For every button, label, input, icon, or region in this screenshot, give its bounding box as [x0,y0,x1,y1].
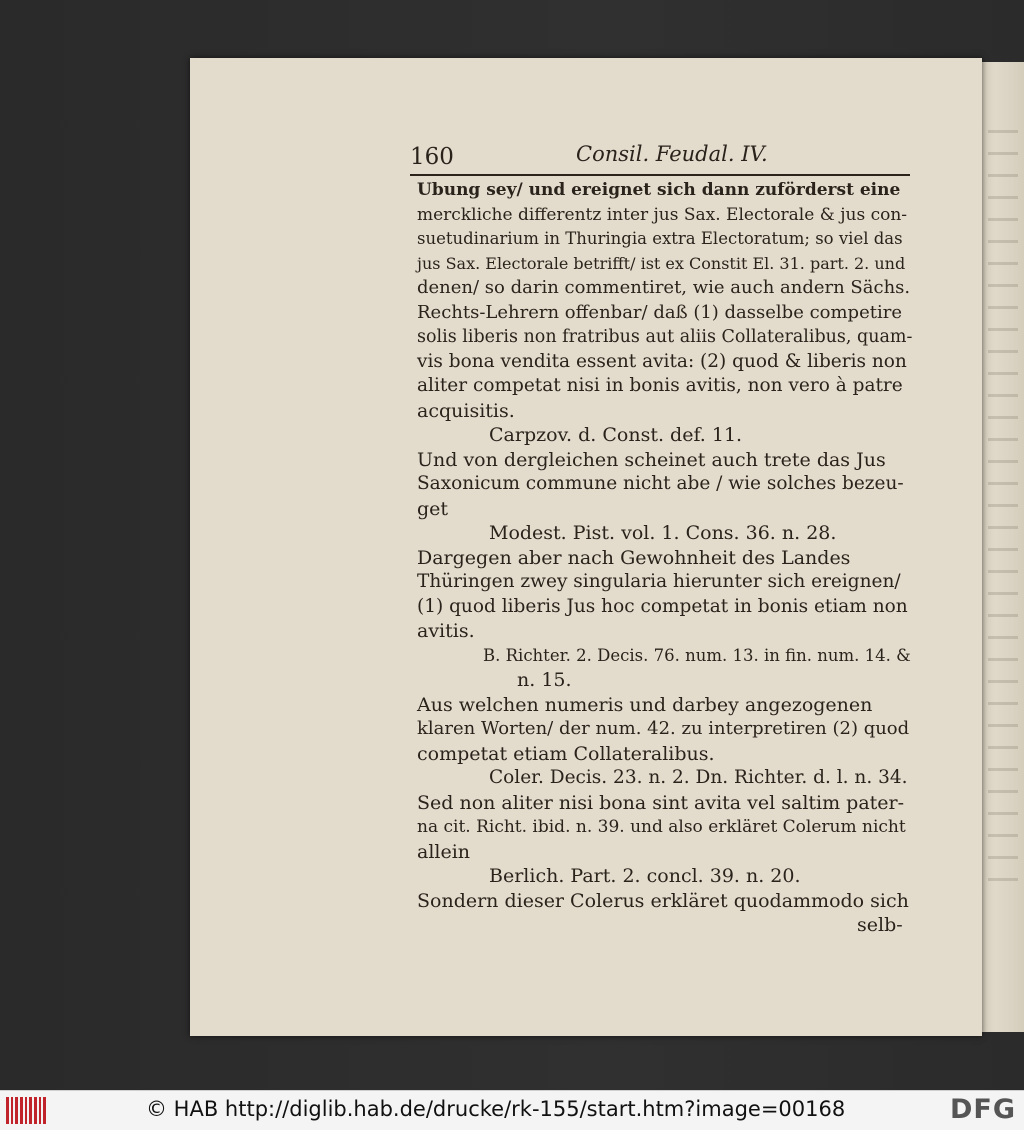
page-header [410,140,910,176]
text-line: avitis. [417,620,475,642]
running-title: Consil. Feudal. IV. [576,142,768,166]
page-body [417,178,913,938]
citation-line: Coler. Decis. 23. n. 2. Dn. Richter. d. l. n. 34. [489,767,908,788]
text-line: Saxonicum commune nicht abe / wie solches bezeu- [417,473,904,494]
text-line: na cit. Richt. ibid. n. 39. und also erkläret Colerum nicht [417,817,906,837]
text-line: Ubung sey/ und ereignet sich dann zuförderst eine [417,180,901,200]
next-page-bleed [988,130,1018,890]
text-line: vis bona vendita essent avita: (2) quod & liberis non [417,350,907,372]
text-line: denen/ so darin commentiret, wie auch andern Sächs. [417,277,911,298]
text-line: jus Sax. Electorale betrifft/ ist ex Constit El. 31. part. 2. und [417,253,906,273]
text-line: Dargegen aber nach Gewohnheit des Landes [417,546,851,569]
text-line: Aus welchen numeris und darbey angezogenen [417,693,873,716]
hab-logo-icon [6,1097,46,1124]
text-line: aliter competat nisi in bonis avitis, non vero à patre [417,375,903,396]
citation-line: Berlich. Part. 2. concl. 39. n. 20. [489,865,801,887]
text-line: acquisitis. [417,399,515,422]
text-line: allein [417,840,471,863]
text-line: (1) quod liberis Jus hoc competat in bonis etiam non [417,595,908,617]
viewer-footer [0,1090,1024,1130]
page-number: 160 [410,144,454,170]
text-line: suetudinarium in Thuringia extra Electoratum; so viel das [417,229,903,248]
text-line: competat etiam Collateralibus. [417,742,715,765]
text-line: solis liberis non fratribus aut aliis Collateralibus, quam- [417,327,913,347]
text-line: klaren Worten/ der num. 42. zu interpretiren (2) quod [417,718,910,739]
text-line: Und von dergleichen scheinet auch trete das Jus [417,448,886,471]
citation-line: Modest. Pist. vol. 1. Cons. 36. n. 28. [489,522,837,544]
citation-line: B. Richter. 2. Decis. 76. num. 13. in fin. num. 14. & [483,645,911,665]
copyright-link[interactable]: © HAB http://diglib.hab.de/drucke/rk-155/start.htm?image=00168 [146,1097,846,1121]
catchword: selb- [857,914,903,936]
text-line: merckliche differentz inter jus Sax. Electorale & jus con- [417,204,908,225]
dfg-logo: DFG [949,1094,1016,1125]
citation-line: n. 15. [517,669,572,691]
text-line: get [417,497,449,520]
text-line: Rechts-Lehrern offenbar/ daß (1) dasselbe competire [417,301,902,323]
text-line: Sed non aliter nisi bona sint avita vel saltim pater- [417,791,905,814]
text-line: Thüringen zwey singularia hierunter sich ereignen/ [417,571,901,592]
text-line: Sondern dieser Colerus erkläret quodammodo sich [417,889,909,912]
citation-line: Carpzov. d. Const. def. 11. [489,424,743,446]
